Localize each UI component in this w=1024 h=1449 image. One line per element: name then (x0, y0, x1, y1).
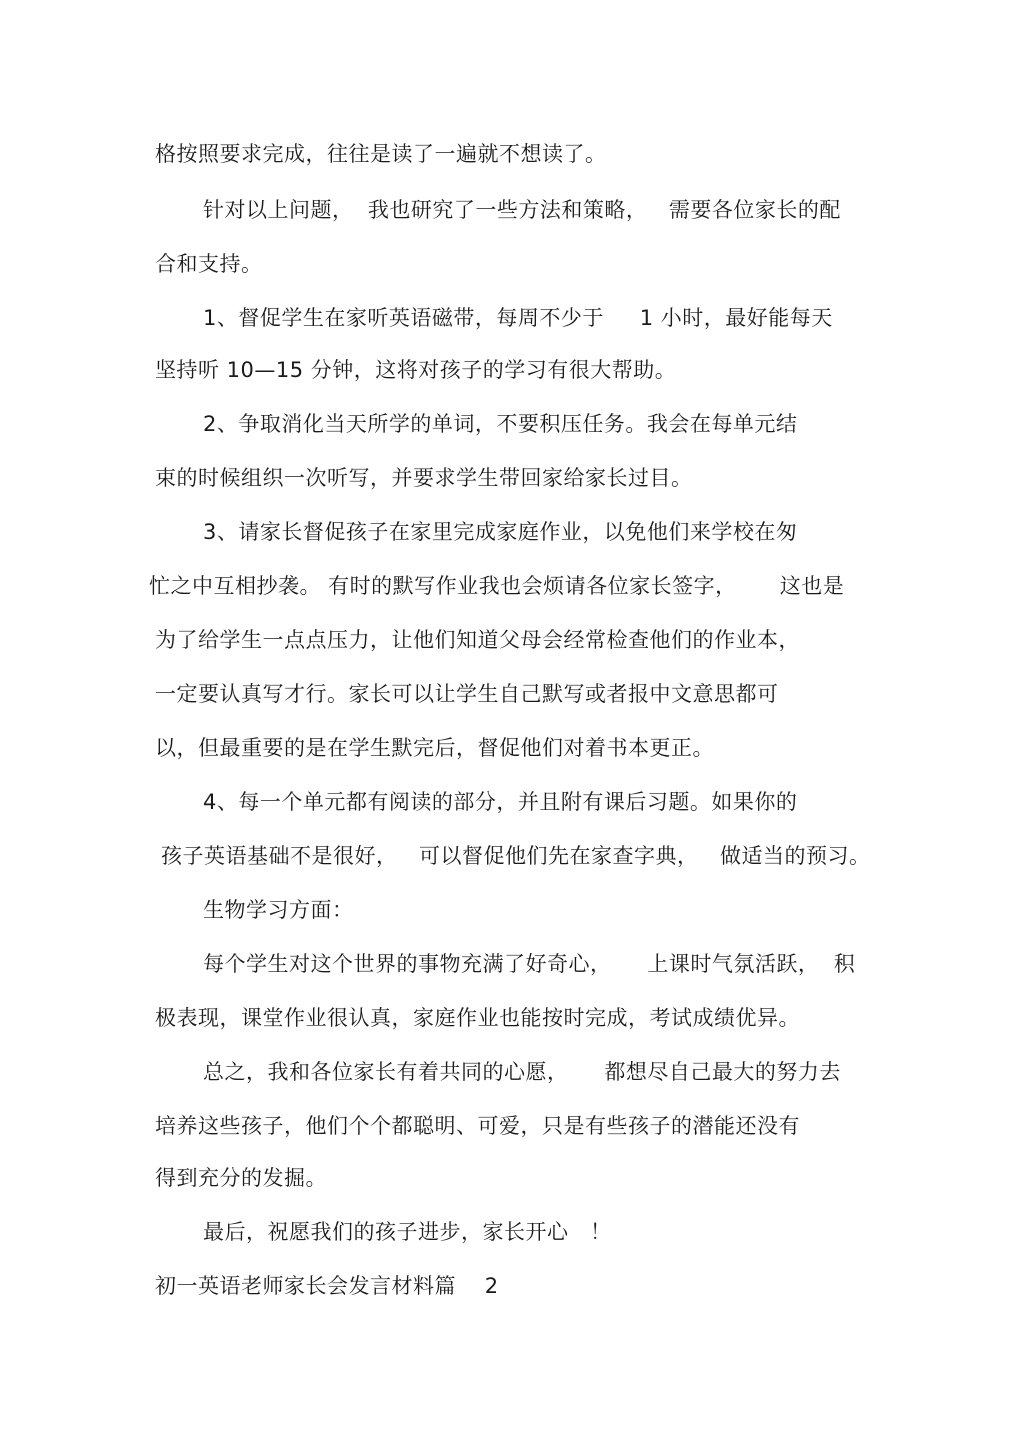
text-line: 总之，我和各位家长有着共同的心愿， 都想尽自己最大的努力去 (203, 1060, 841, 1084)
text-line: 以，但最重要的是在学生默完后，督促他们对着书本更正。 (155, 736, 714, 760)
document-subtitle: 初一英语老师家长会发言材料篇 2 (155, 1274, 499, 1298)
text-line: 孩子英语基础不是很好， 可以督促他们先在家查字典， 做适当的预习。 (161, 844, 871, 868)
section-heading: 生物学习方面： (203, 898, 354, 922)
text-line: 坚持听 10—15 分钟，这将对孩子的学习有很大帮助。 (155, 358, 677, 382)
text-line: 合和支持。 (155, 252, 263, 276)
text-line: 最后，祝愿我们的孩子进步，家长开心 ！ (203, 1220, 612, 1244)
text-line: 4、每一个单元都有阅读的部分，并且附有课后习题。如果你的 (203, 790, 798, 814)
text-line: 格按照要求完成，往往是读了一遍就不想读了。 (155, 142, 607, 166)
text-line: 培养这些孩子，他们个个都聪明、可爱，只是有些孩子的潜能还没有 (155, 1114, 800, 1138)
text-line: 忙之中互相抄袭。 有时的默写作业我也会烦请各位家长签字， 这也是 (149, 574, 845, 598)
text-line: 为了给学生一点点压力，让他们知道父母会经常检查他们的作业本， (155, 628, 800, 652)
text-line: 1、督促学生在家听英语磁带，每周不少于 1 小时，最好能每天 (203, 306, 833, 330)
text-line: 3、请家长督促孩子在家里完成家庭作业，以免他们来学校在匆 (203, 520, 798, 544)
text-line: 束的时候组织一次听写，并要求学生带回家给家长过目。 (155, 466, 693, 490)
text-line: 针对以上问题， 我也研究了一些方法和策略， 需要各位家长的配 (203, 198, 841, 222)
text-line: 得到充分的发掘。 (155, 1166, 327, 1190)
text-line: 2、争取消化当天所学的单词，不要积压任务。我会在每单元结 (203, 412, 798, 436)
text-line: 每个学生对这个世界的事物充满了好奇心， 上课时气氛活跃， 积 (203, 952, 856, 976)
text-line: 一定要认真写才行。家长可以让学生自己默写或者报中文意思都可 (155, 682, 779, 706)
text-line: 极表现，课堂作业很认真，家庭作业也能按时完成，考试成绩优异。 (155, 1006, 800, 1030)
